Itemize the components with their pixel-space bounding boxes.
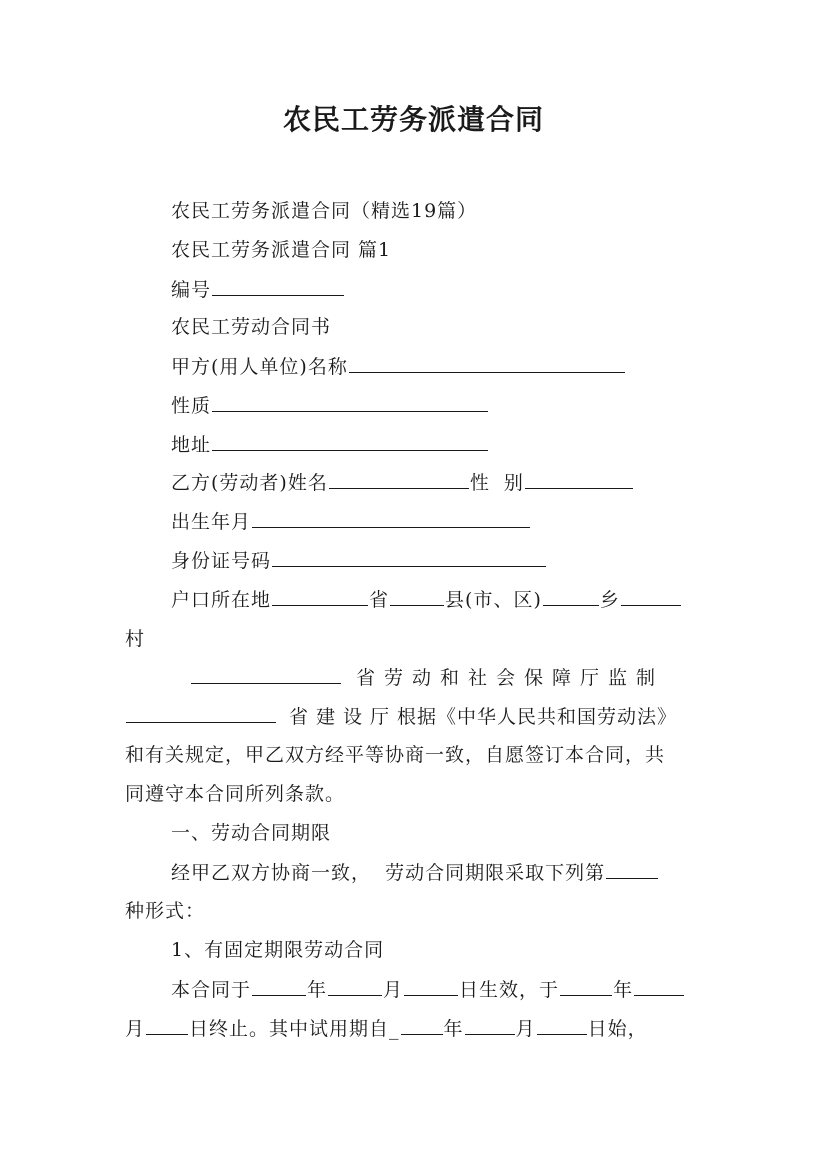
number-label: 编号: [171, 279, 212, 301]
nature-line: [171, 393, 489, 418]
probation-day-blank[interactable]: [537, 1016, 587, 1035]
term-choice-blank[interactable]: [606, 860, 658, 879]
township-label: 乡: [599, 589, 620, 611]
address-label: 地址: [171, 434, 212, 456]
end-month-label: 月: [125, 1018, 146, 1040]
forms-text: 种形式：: [125, 900, 206, 922]
household-blank-4[interactable]: [621, 587, 681, 606]
year-label: 年: [307, 979, 328, 1001]
id-number-label: 身份证号码: [171, 550, 272, 572]
id-number-line: [171, 548, 547, 573]
address-line: [171, 432, 489, 457]
labor-law-text: 根据《中华人民共和国劳动法》: [397, 706, 678, 728]
construction-province-blank[interactable]: [126, 704, 276, 723]
probation-year-blank[interactable]: [401, 1016, 443, 1035]
gender-label: 性 别: [469, 472, 524, 494]
probation-month-label: 月: [515, 1018, 536, 1040]
effective-date-line: [171, 977, 685, 1002]
probation-start-label: 日始，: [587, 1018, 648, 1040]
start-day-blank[interactable]: [404, 977, 458, 996]
end-year-blank[interactable]: [560, 977, 612, 996]
clause-heading-1: [171, 821, 331, 845]
fixed-term-heading: [171, 938, 384, 962]
term-choice-line: [171, 860, 659, 885]
start-year-blank[interactable]: [252, 977, 306, 996]
effective-label: 本合同于: [171, 979, 252, 1001]
section-heading-text: 农民工劳务派遣合同 篇1: [171, 239, 392, 261]
number-line: [171, 277, 345, 302]
nature-blank[interactable]: [212, 393, 488, 412]
paragraph-text-1: 和有关规定，甲乙双方经平等协商一致，自愿签订本合同，共: [125, 744, 666, 766]
clause-heading-1-text: 一、劳动合同期限: [171, 822, 332, 844]
household-blank-1[interactable]: [272, 587, 368, 606]
county-label: 县(市、区): [445, 589, 542, 611]
village-label: 村: [125, 628, 146, 650]
effective-day-label: 日生效，于: [459, 979, 560, 1001]
gender-blank[interactable]: [525, 470, 633, 489]
construction-label: 省建设厅: [289, 706, 398, 728]
nature-label: 性质: [171, 395, 212, 417]
fixed-term-heading-text: 1、有固定期限劳动合同: [171, 939, 385, 961]
supervisor-label: 省劳动和社会保障厅监制: [356, 667, 665, 689]
construction-line: [125, 704, 677, 729]
supervisor-line: [190, 665, 664, 690]
address-blank[interactable]: [212, 432, 488, 451]
subtitle-text: 农民工劳务派遣合同（精选19篇）: [171, 200, 478, 222]
household-blank-2[interactable]: [390, 587, 444, 606]
birth-label: 出生年月: [171, 511, 252, 533]
party-b-name-blank[interactable]: [329, 470, 469, 489]
end-year-tail-blank[interactable]: [634, 977, 684, 996]
party-b-line: [171, 470, 634, 495]
month-label: 月: [383, 979, 404, 1001]
party-a-name-blank[interactable]: [349, 354, 625, 373]
household-blank-3[interactable]: [543, 587, 599, 606]
birth-blank[interactable]: [252, 509, 530, 528]
termination-line: [125, 1016, 648, 1041]
household-label: 户口所在地: [171, 589, 272, 611]
party-a-name-label: 甲方(用人单位)名称: [171, 356, 348, 378]
party-b-name-label: 乙方(劳动者)姓名: [171, 472, 328, 494]
termination-text: 日终止。其中试用期自_: [189, 1018, 400, 1040]
subtitle-line: [171, 199, 477, 223]
id-number-blank[interactable]: [272, 548, 546, 567]
paragraph-text-2: 同遵守本合同所列条款。: [125, 783, 346, 805]
paragraph-line-1: [125, 743, 665, 767]
term-choice-text: 经甲乙双方协商一致， 劳动合同期限采取下列第: [171, 862, 606, 884]
probation-month-blank[interactable]: [465, 1016, 515, 1035]
start-month-blank[interactable]: [328, 977, 382, 996]
number-blank[interactable]: [212, 277, 344, 296]
section-heading: [171, 238, 391, 262]
end-year-label: 年: [613, 979, 634, 1001]
forms-line: [125, 899, 205, 923]
paragraph-line-2: [125, 782, 345, 806]
contract-book-line: [171, 315, 331, 339]
document-title: 农民工劳务派遣合同: [282, 103, 544, 136]
household-line: [171, 587, 682, 612]
party-a-name-line: [171, 354, 626, 379]
supervisor-province-blank[interactable]: [191, 665, 341, 684]
village-line: [125, 627, 145, 651]
probation-year-label: 年: [443, 1018, 464, 1040]
birth-line: [171, 509, 531, 534]
contract-book-label: 农民工劳动合同书: [171, 316, 332, 338]
province-label: 省: [369, 589, 390, 611]
end-day-blank[interactable]: [146, 1016, 188, 1035]
